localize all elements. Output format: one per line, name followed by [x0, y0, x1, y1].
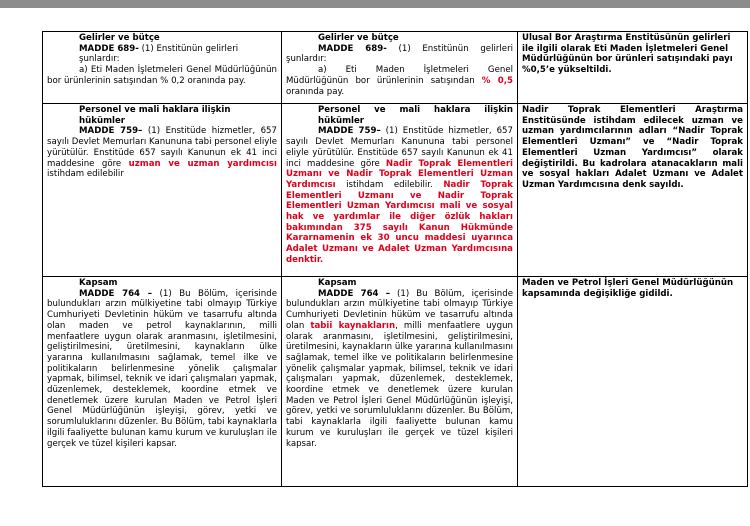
table-row	[43, 104, 748, 277]
new-text-cell	[282, 277, 518, 487]
table-row	[43, 32, 748, 104]
changed-text: tabii kaynakların	[310, 320, 396, 331]
new-text-cell	[282, 104, 518, 277]
change-note: Ulusal Bor Araştırma Enstitüsünün gelirleri ile ilgili olarak Eti Maden İşletmeleri Genel Müdürlüğünün bor ürünleri satışındaki payı %0,5’e yükseltildi.	[522, 33, 733, 76]
old-text-cell	[43, 104, 282, 277]
added-text: Nadir Toprak Elementleri Uzmanı ve Nadir Toprak Elementleri Uzman Yardımcısı mali ve sosyal hak ve yardımlar ile diğer özlük hakları bakımından 375 sayılı Kanun Hükmünde Kararnamenin ek 30 uncu maddesi uyarınca Adalet Uzmanı ve Adalet Uzman Yardımcısına denktir.	[286, 179, 513, 265]
article-heading: Kapsam	[79, 278, 118, 288]
old-text-cell	[43, 32, 282, 104]
article-body: MADDE 689- (1) Enstitünün gelirleri şunlardır:	[79, 43, 239, 65]
change-note-cell	[518, 32, 748, 104]
article-heading: Personel ve mali haklara ilişkin hükümler	[79, 105, 231, 126]
article-number: MADDE 689-	[79, 43, 139, 54]
new-text-cell	[282, 32, 518, 104]
comparison-table	[42, 31, 748, 487]
change-note-cell	[518, 277, 748, 487]
article-number: MADDE 759–	[318, 126, 381, 137]
change-note: Maden ve Petrol İşleri Genel Müdürlüğünün kapsamında değişikliğe gidildi.	[522, 278, 734, 299]
article-number: MADDE 764 –	[79, 288, 153, 299]
article-item: a) Eti Maden İşletmeleri Genel Müdürlüğünün bor ürünlerinin satışından % 0,5 oranında pay.	[286, 65, 514, 97]
article-number: MADDE 764 –	[318, 288, 391, 299]
article-heading: Personel ve mali haklara ilişkin hükümler	[318, 105, 513, 126]
changed-text: % 0,5	[481, 75, 514, 86]
changed-text: uzman ve uzman yardımcısı	[128, 158, 277, 169]
article-heading: Gelirler ve bütçe	[79, 33, 160, 43]
top-bar	[0, 0, 750, 8]
changed-text: Nadir Toprak Elementleri Uzmanı ve Nadir Toprak Elementleri Uzman Yardımcısı	[286, 158, 514, 190]
article-heading: Gelirler ve bütçe	[318, 33, 399, 43]
article-heading: Kapsam	[318, 278, 357, 288]
old-text-cell	[43, 277, 282, 487]
article-number: MADDE 689-	[318, 43, 387, 54]
article-body: MADDE 764 – (1) Bu Bölüm, içerisinde bulundukları arzın mülkiyetine tabi olmayıp Türkiye Cumhuriyeti Devletinin hüküm ve tasarrufu altında olan maden ve petrol kaynaklarının, milli menfaatlere uygun olarak aranmasını, işletilmesini, geliştirilmesini, üretilmesini, kaynakların ülke yararına kullanılmasını sağlamak, temel ilke ve politikaların belirlenmesine yönelik çalışmalar yapmak, bilimsel, teknik ve idari çalışmaları yapmak, düzenlemek, desteklemek, koordine etmek ve denetlemek üzere kurulan Maden ve Petrol İşleri Genel Müdürlüğünün işleyişi, görev, yetki ve sorumluluklarını düzenler. Bu Bölüm, tabi kaynaklarla ilgili faaliyette bulunan kamu kurum ve kuruluşları ile gerçek ve tüzel kişileri kapsar.	[47, 288, 277, 449]
article-body: MADDE 689- (1) Enstitünün gelirleri şunlardır:	[286, 43, 513, 65]
table-row	[43, 277, 748, 487]
change-note: Nadir Toprak Elementleri Araştırma Enstitüsünde istihdam edilecek uzman ve uzman yardımcılarının adları “Nadir Toprak Elementleri Uzmanı” ve “Nadir Toprak Elementleri Uzman Yardımcısı” olarak değiştirildi. Bu kadrolara atanacakların mali ve sosyal hakları Adalet Uzmanı ve Adalet Uzman Yardımcısına denk sayıldı.	[522, 105, 743, 190]
article-number: MADDE 759–	[79, 126, 143, 137]
article-body: MADDE 759– (1) Enstitüde hizmetler, 657 sayılı Devlet Memurları Kanununa tabi personel eliyle yürütülür. Enstitüde 657 sayılı Kanunun ek 41 inci maddesine göre Nadir Toprak Elementleri Uzmanı ve Nadir Toprak Elementleri Uzman Yardımcısı istihdam edilebilir. Nadir Toprak Elementleri Uzmanı ve Nadir Toprak Elementleri Uzman Yardımcısı mali ve sosyal hak ve yardımlar ile diğer özlük hakları bakımından 375 sayılı Kanun Hükmünde Kararnamenin ek 30 uncu maddesi uyarınca Adalet Uzmanı ve Adalet Uzman Yardımcısına denktir.	[286, 126, 514, 265]
article-item: a) Eti Maden İşletmeleri Genel Müdürlüğünün bor ürünlerinin satışından % 0,2 oranında pay.	[47, 65, 277, 86]
article-body: MADDE 764 – (1) Bu Bölüm, içerisinde bulundukları arzın mülkiyetine tabi olmayıp Türkiye Cumhuriyeti Devletinin hüküm ve tasarrufu altında olan tabii kaynakların, milli menfaatlere uygun olarak aranmasını, işletilmesini, geliştirilmesini, üretilmesini, kaynakların ülke yararına kullanılmasını sağlamak, temel ilke ve politikaların belirlenmesine yönelik çalışmalar yapmak, bilimsel, teknik ve idari çalışmaları yapmak, düzenlemek, desteklemek, koordine etmek ve denetlemek üzere kurulan Maden ve Petrol İşleri Genel Müdürlüğünün işleyişi, görev, yetki ve sorumluluklarını düzenler. Bu Bölüm, tabi kaynaklarla ilgili faaliyette bulunan kamu kurum ve kuruluşları ile gerçek ve tüzel kişileri kapsar.	[286, 288, 513, 449]
article-body: MADDE 759– (1) Enstitüde hizmetler, 657 sayılı Devlet Memurları Kanununa tabi personel eliyle yürütülür. Enstitüde 657 sayılı Kanunun ek 41 inci maddesine göre uzman ve uzman yardımcısı istihdam edilebilir	[47, 126, 277, 180]
change-note-cell	[518, 104, 748, 277]
